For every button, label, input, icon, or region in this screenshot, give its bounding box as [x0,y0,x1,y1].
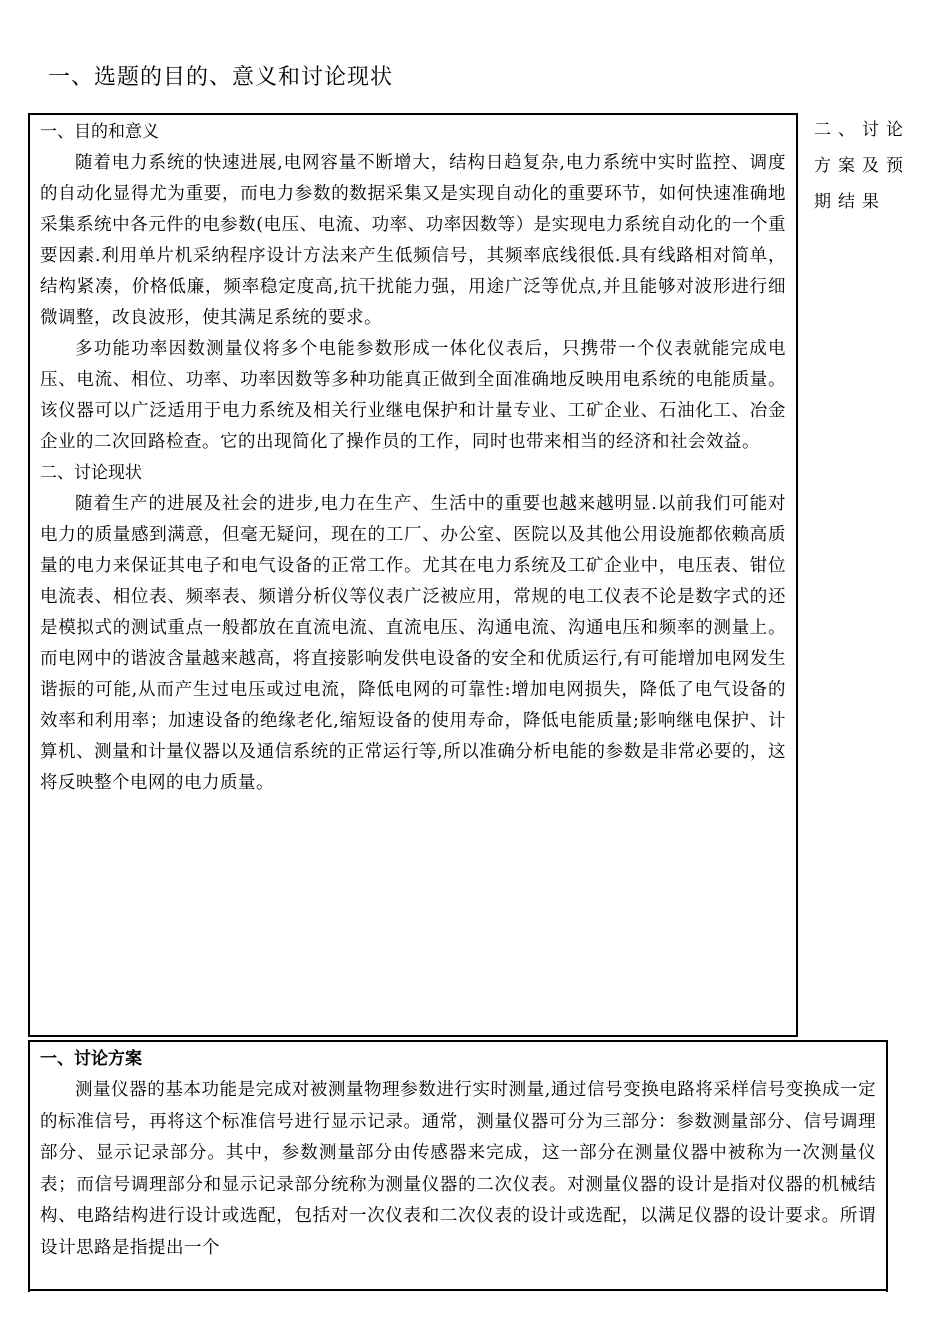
status-paragraph-1: 随着生产的进展及社会的进步,电力在生产、生活中的重要也越来越明显.以前我们可能对电力的质量感到满意，但毫无疑问，现在的工厂、办公室、医院以及其他公用设施都依赖高质量的电力来保证其电子和电气设备的正常工作。尤其在电力系统及工矿企业中，电压表、钳位电流表、相位表、频率表、频谱分析仪等仪表广泛被应用，常规的电工仪表不论是数字式的还是模拟式的测试重点一般都放在直流电流、直流电压、沟通电流、沟通电压和频率的测量上。而电网中的谐波含量越来越高，将直接影响发供电设备的安全和优质运行,有可能增加电网发生谐振的可能,从而产生过电压或过电流，降低电网的可靠性:增加电网损失，降低了电气设备的效率和利用率；加速设备的绝缘老化,缩短设备的使用寿命，降低电能质量;影响继电保护、计算机、测量和计量仪器以及通信系统的正常运行等,所以准确分析电能的参数是非常必要的，这将反映整个电网的电力质量。 [40,494,786,793]
purpose-heading: 一、目的和意义 [40,122,159,142]
status-heading: 二、讨论现状 [40,463,142,483]
plan-side-label: 二、讨论方案及预期结果 [814,120,910,212]
purpose-status-cell [28,113,798,1037]
page-title: 一、选题的目的、意义和讨论现状 [48,65,394,90]
plan-heading: 一、讨论方案 [40,1049,142,1069]
plan-cell [28,1040,888,1292]
purpose-paragraph-2: 多功能功率因数测量仪将多个电能参数形成一体化仪表后，只携带一个仪表就能完成电压、电流、相位、功率、功率因数等多种功能真正做到全面准确地反映用电系统的电能质量。该仪器可以广泛适用于电力系统及相关行业继电保护和计量专业、工矿企业、石油化工、冶金企业的二次回路检查。它的出现简化了操作员的工作，同时也带来相当的经济和社会效益。 [40,339,786,452]
purpose-paragraph-1: 随着电力系统的快速进展,电网容量不断增大，结构日趋复杂,电力系统中实时监控、调度的自动化显得尤为重要，而电力参数的数据采集又是实现自动化的重要环节，如何快速准确地采集系统中各元件的电参数(电压、电流、功率、功率因数等）是实现电力系统自动化的一个重要因素.利用单片机采纳程序设计方法来产生低频信号，其频率底线很低.具有线路相对简单，结构紧凑，价格低廉，频率稳定度高,抗干扰能力强，用途广泛等优点,并且能够对波形进行细微调整，改良波形，使其满足系统的要求。 [40,153,786,328]
plan-cell-bottom-border [28,1289,888,1291]
plan-paragraph-1: 测量仪器的基本功能是完成对被测量物理参数进行实时测量,通过信号变换电路将采样信号变换成一定的标准信号，再将这个标准信号进行显示记录。通常，测量仪器可分为三部分：参数测量部分、信号调理部分、显示记录部分。其中，参数测量部分由传感器来完成，这一部分在测量仪器中被称为一次测量仪表；而信号调理部分和显示记录部分统称为测量仪器的二次仪表。对测量仪器的设计是指对仪器的机械结构、电路结构进行设计或选配，包括对一次仪表和二次仪表的设计或选配，以满足仪器的设计要求。所谓设计思路是指提出一个 [40,1080,876,1258]
